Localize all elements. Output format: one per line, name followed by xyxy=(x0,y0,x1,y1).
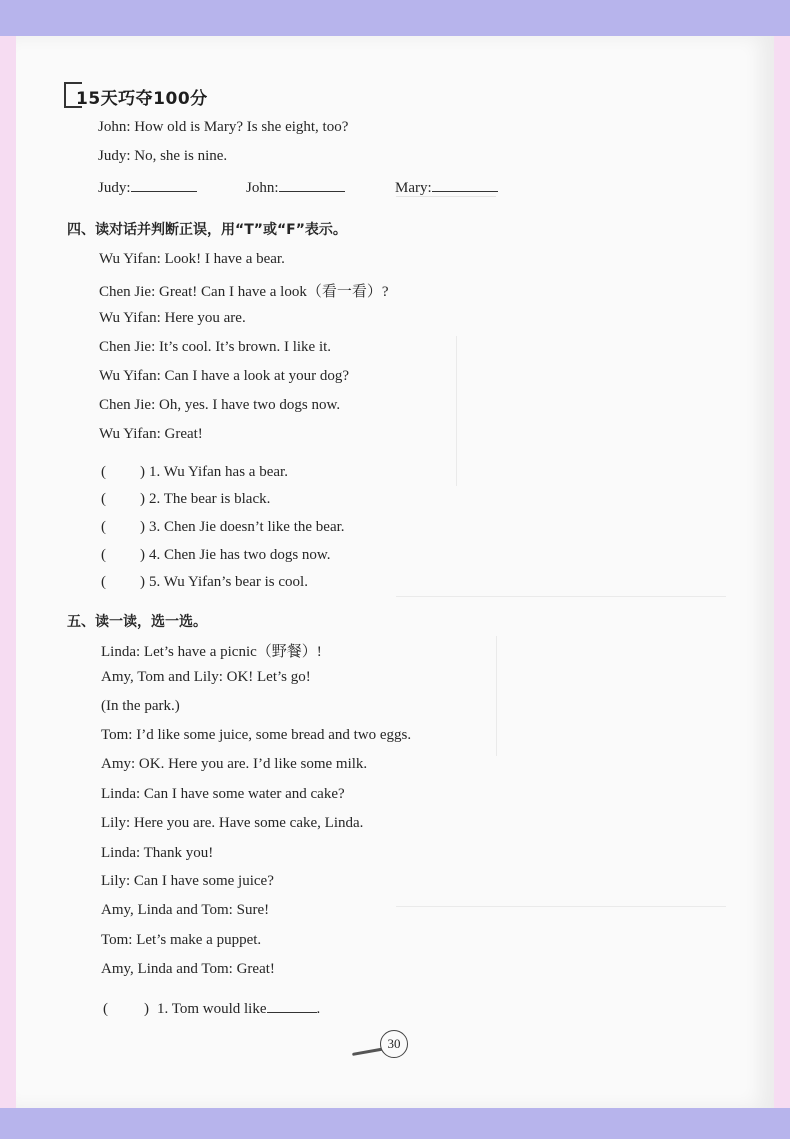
show-through-decoration xyxy=(456,336,717,486)
tf-item xyxy=(101,464,288,481)
tf-item xyxy=(101,491,270,508)
bottom-frame xyxy=(0,1108,790,1139)
dialogue-line: Tom: I’d like some juice, some bread and two eggs. xyxy=(101,727,412,743)
dialogue-line: Lily: Here you are. Have some cake, Linda. xyxy=(101,815,364,831)
dialogue-line: Chen Jie: Oh, yes. I have two dogs now. xyxy=(99,397,341,413)
top-frame xyxy=(0,0,790,36)
answer-label: Mary: xyxy=(395,180,432,196)
dialogue-line: Amy, Linda and Tom: Great! xyxy=(101,961,275,977)
answer-blank[interactable] xyxy=(432,177,498,192)
show-through-decoration xyxy=(496,636,717,756)
section-4-title: 四、读对话并判断正误，用“T”或“F”表示。 xyxy=(67,222,347,238)
tf-statement: 3. Chen Jie doesn’t like the bear. xyxy=(149,519,345,535)
answer-mary xyxy=(395,177,498,197)
answer-paren[interactable]: ( ) xyxy=(101,491,145,507)
tf-statement: 4. Chen Jie has two dogs now. xyxy=(149,547,331,563)
tf-item xyxy=(101,519,345,536)
brand-title: 15天巧夺100分 xyxy=(76,89,208,109)
answer-blank[interactable] xyxy=(279,177,345,192)
dialogue-line: Amy, Tom and Lily: OK! Let’s go! xyxy=(101,669,311,685)
answer-judy xyxy=(98,177,197,197)
dialogue-line: (In the park.) xyxy=(101,698,180,714)
tf-item xyxy=(101,547,331,564)
answer-paren[interactable]: ( ) xyxy=(101,464,145,480)
dialogue-line: Wu Yifan: Can I have a look at your dog? xyxy=(99,368,350,384)
show-through-decoration xyxy=(396,906,726,908)
dialogue-line: Linda: Let’s have a picnic（野餐）! xyxy=(101,644,322,660)
tf-statement: 5. Wu Yifan’s bear is cool. xyxy=(149,574,308,590)
dialogue-line: Chen Jie: Great! Can I have a look（看一看）? xyxy=(99,284,389,300)
dialogue-line: Linda: Thank you! xyxy=(101,845,214,861)
dialogue-line: Amy, Linda and Tom: Sure! xyxy=(101,902,270,918)
tf-statement: 2. The bear is black. xyxy=(149,491,271,507)
dialogue-line: Amy: OK. Here you are. I’d like some milk. xyxy=(101,756,368,772)
choice-question: ( ) 1. Tom would like . xyxy=(103,998,320,1018)
dialogue-line: Linda: Can I have some water and cake? xyxy=(101,786,345,802)
show-through-decoration xyxy=(396,596,726,598)
dialogue-line: Wu Yifan: Look! I have a bear. xyxy=(99,251,285,267)
section-5-title: 五、读一读，选一选。 xyxy=(67,614,207,630)
dialogue-line: John: How old is Mary? Is she eight, too? xyxy=(98,119,349,135)
dialogue-line: Wu Yifan: Here you are. xyxy=(99,310,246,326)
tf-item xyxy=(101,574,308,591)
dialogue-line: Lily: Can I have some juice? xyxy=(101,873,274,889)
answer-blank[interactable] xyxy=(131,177,197,192)
dialogue-line: Chen Jie: It’s cool. It’s brown. I like it. xyxy=(99,339,332,355)
dialogue-line: Judy: No, she is nine. xyxy=(98,148,228,164)
page-number: 30 xyxy=(380,1030,408,1058)
answer-paren[interactable]: ( ) xyxy=(103,1001,149,1017)
answer-label: Judy: xyxy=(98,180,131,196)
question-text: 1. Tom would like xyxy=(157,1001,267,1017)
tf-statement: 1. Wu Yifan has a bear. xyxy=(149,464,288,480)
answer-label: John: xyxy=(246,180,279,196)
dialogue-line: Wu Yifan: Great! xyxy=(99,426,203,442)
dialogue-line: Tom: Let’s make a puppet. xyxy=(101,932,262,948)
answer-john xyxy=(246,177,345,197)
answer-paren[interactable]: ( ) xyxy=(101,547,145,563)
answer-paren[interactable]: ( ) xyxy=(101,519,145,535)
answer-blank[interactable] xyxy=(267,998,317,1013)
answer-paren[interactable]: ( ) xyxy=(101,574,145,590)
